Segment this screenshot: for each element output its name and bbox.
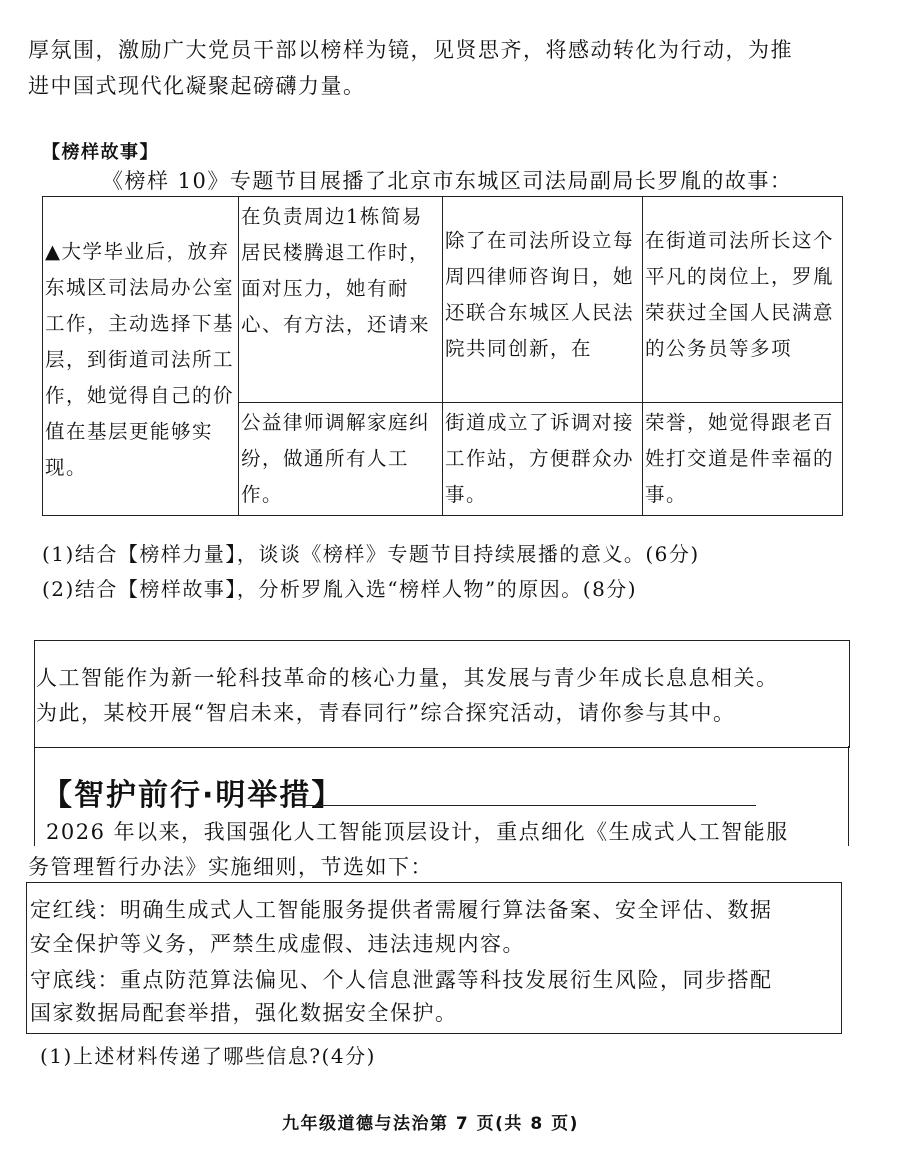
- page-footer: 九年级道德与法治第 7 页(共 8 页): [282, 1114, 579, 1134]
- story-cell-4-top: 在街道司法所长这个平凡的岗位上，罗胤荣获过全国人民满意的公务员等多项: [643, 197, 843, 403]
- story-question-1: (1)结合【榜样力量】，谈谈《榜样》专题节目持续展播的意义。(6分): [42, 542, 700, 566]
- bottom-line-text-1: 守底线：重点防范算法偏见、个人信息泄露等科技发展衍生风险，同步搭配: [30, 968, 773, 992]
- intro-line-1: 厚氛围，激励广大党员干部以榜样为镜，见贤思齐，将感动转化为行动，为推: [28, 38, 793, 62]
- story-cell-1: ▲大学毕业后，放弃东城区司法局办公室工作，主动选择下基层，到街道司法所工作，她觉得自己的价值在基层更能够实现。: [43, 197, 239, 516]
- intro-line-2: 进中国式现代化凝聚起磅礴力量。: [28, 74, 366, 98]
- ai-para-line-2: 务管理暂行办法》实施细则，节选如下：: [28, 855, 433, 879]
- red-line-text-2: 安全保护等义务，严禁生成虚假、违法违规内容。: [30, 932, 525, 956]
- story-cell-2-top: 在负责周边1栋简易居民楼腾退工作时，面对压力，她有耐心、有方法，还请来: [239, 197, 443, 403]
- story-heading: 【榜样故事】: [42, 142, 159, 163]
- ai-para-line-1: 2026 年以来，我国强化人工智能顶层设计，重点细化《生成式人工智能服: [46, 820, 789, 844]
- story-question-2: (2)结合【榜样故事】，分析罗胤入选“榜样人物”的原因。(8分): [42, 577, 638, 601]
- frame-left-rule: [34, 746, 35, 846]
- story-intro: 《榜样 10》专题节目展播了北京市东城区司法局副局长罗胤的故事：: [102, 169, 793, 193]
- story-cell-3-top: 除了在司法所设立每周四律师咨询日，她还联合东城区人民法院共同创新，在: [443, 197, 643, 403]
- frame-right-rule: [848, 746, 849, 846]
- ai-intro-line-2: 为此，某校开展“智启未来，青春同行”综合探究活动，请你参与其中。: [36, 701, 736, 725]
- story-cell-4-bottom: 荣誉，她觉得跟老百姓打交道是件幸福的事。: [643, 403, 843, 516]
- ai-question-1: (1)上述材料传递了哪些信息?(4分): [40, 1044, 376, 1068]
- bottom-line-text-2: 国家数据局配套举措，强化数据安全保护。: [30, 1001, 458, 1025]
- story-table: [42, 196, 843, 516]
- ai-intro-box: [34, 640, 850, 748]
- ai-section-heading: 【智护前行·明举措】: [42, 778, 344, 813]
- ai-intro-line-1: 人工智能作为新一轮科技革命的核心力量，其发展与青少年成长息息相关。: [36, 666, 779, 690]
- red-line-text-1: 定红线：明确生成式人工智能服务提供者需履行算法备案、安全评估、数据: [30, 898, 773, 922]
- story-cell-2-bottom: 公益律师调解家庭纠纷，做通所有人工作。: [239, 403, 443, 516]
- story-cell-3-bottom: 街道成立了诉调对接工作站，方便群众办事。: [443, 403, 643, 516]
- heading-underline: [300, 805, 756, 806]
